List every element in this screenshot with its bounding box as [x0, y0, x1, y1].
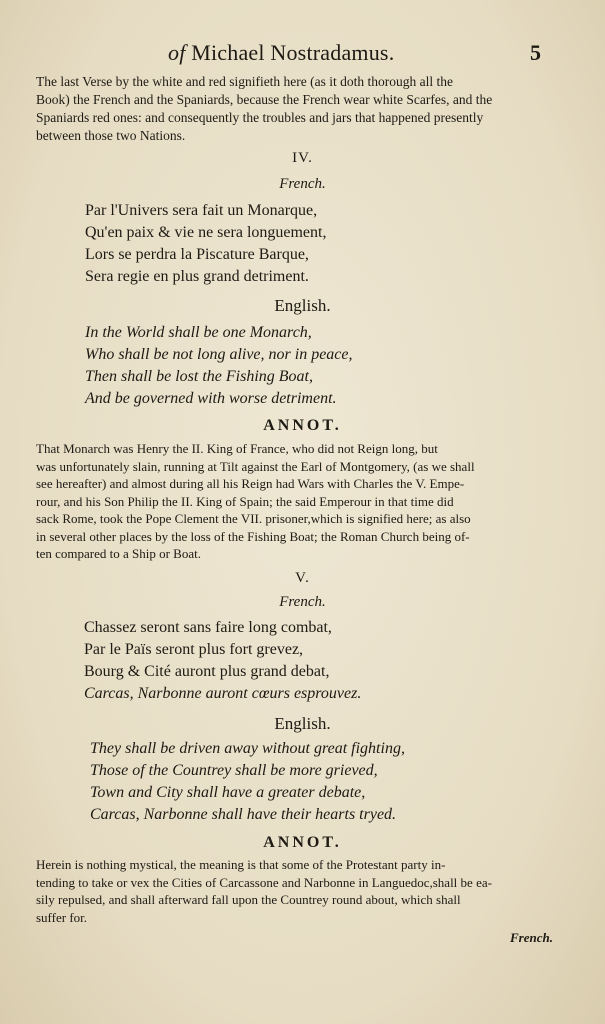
intro-line: between those two Nations. [36, 128, 186, 143]
catchword: French. [510, 930, 553, 945]
english-heading: English. [274, 714, 331, 733]
verse-line: Bourg & Cité auront plus grand debat, [84, 663, 330, 680]
page-title [168, 40, 394, 66]
annot-heading: ANNOT. [263, 834, 342, 851]
quatrain-number: IV. [292, 150, 313, 166]
intro-line: Spaniards red ones: and consequently the troubles and jars that happened presently [36, 110, 484, 125]
english-verse [90, 738, 405, 826]
verse-line: Town and City shall have a greater debate, [90, 784, 366, 801]
annot-line: sily repulsed, and shall afterward fall upon the Countrey round about, which shall [36, 892, 461, 907]
page-number: 5 [530, 40, 541, 65]
intro-line: Book) the French and the Spaniards, because the French wear white Scarfes, and the [36, 92, 493, 107]
annot-line: in several other places by the loss of the Fishing Boat; the Roman Church being of- [36, 528, 470, 544]
english-heading: English. [274, 296, 331, 315]
running-header [0, 40, 605, 70]
quatrain-number: V. [295, 570, 310, 586]
annot-line: suffer for. [36, 909, 88, 925]
verse-line: Who shall be not long alive, nor in peace, [85, 346, 353, 363]
french-heading: French. [279, 594, 326, 610]
annot-heading: ANNOT. [263, 417, 342, 434]
annot-line: rour, and his Son Philip the II. King of Spain; the said Emperour in that time did [36, 493, 454, 509]
annot-line: sack Rome, took the Pope Clement the VII. prisoner,which is signified here; as also [36, 511, 471, 526]
verse-line: Carcas, Narbonne auront cœurs esprouvez. [84, 685, 362, 702]
verse-line: Lors se perdra la Piscature Barque, [85, 246, 309, 263]
annot-line: Herein is nothing mystical, the meaning is that some of the Protestant party in- [36, 857, 446, 872]
annot-paragraph [36, 440, 548, 563]
verse-line: Carcas, Narbonne shall have their hearts tryed. [90, 806, 397, 823]
annot-line: was unfortunately slain, running at Tilt against the Earl of Montgomery, (as we shall [36, 458, 475, 474]
french-heading: French. [279, 176, 326, 192]
verse-line: Par l'Univers sera fait un Monarque, [85, 202, 318, 219]
english-verse [85, 322, 353, 410]
verse-line: Sera regie en plus grand detriment. [85, 268, 309, 285]
annot-paragraph [36, 856, 548, 926]
intro-paragraph [36, 73, 540, 145]
french-verse [84, 617, 361, 705]
verse-line: They shall be driven away without great fighting, [90, 740, 405, 757]
title-text: Michael Nostradamus. [191, 40, 395, 65]
annot-line: see hereafter) and almost during all his Reign had Wars with Charles the V. Empe- [36, 476, 465, 491]
french-verse [85, 200, 326, 288]
verse-line: Those of the Countrey shall be more grieved, [90, 762, 378, 779]
annot-line: tending to take or vex the Cities of Carcassone and Narbonne in Languedoc,shall be ea- [36, 874, 492, 890]
verse-line: Chassez seront sans faire long combat, [84, 619, 332, 636]
intro-line: The last Verse by the white and red signifieth here (as it doth thorough all the [36, 74, 454, 89]
annot-line: ten compared to a Ship or Boat. [36, 546, 201, 561]
verse-line: Par le Païs seront plus fort grevez, [84, 641, 304, 658]
verse-line: Then shall be lost the Fishing Boat, [85, 368, 313, 385]
title-prefix: of [168, 40, 186, 65]
verse-line: Qu'en paix & vie ne sera longuement, [85, 224, 327, 241]
verse-line: And be governed with worse detriment. [85, 390, 337, 407]
annot-line: That Monarch was Henry the II. King of France, who did not Reign long, but [36, 441, 438, 456]
verse-line: In the World shall be one Monarch, [85, 324, 312, 341]
